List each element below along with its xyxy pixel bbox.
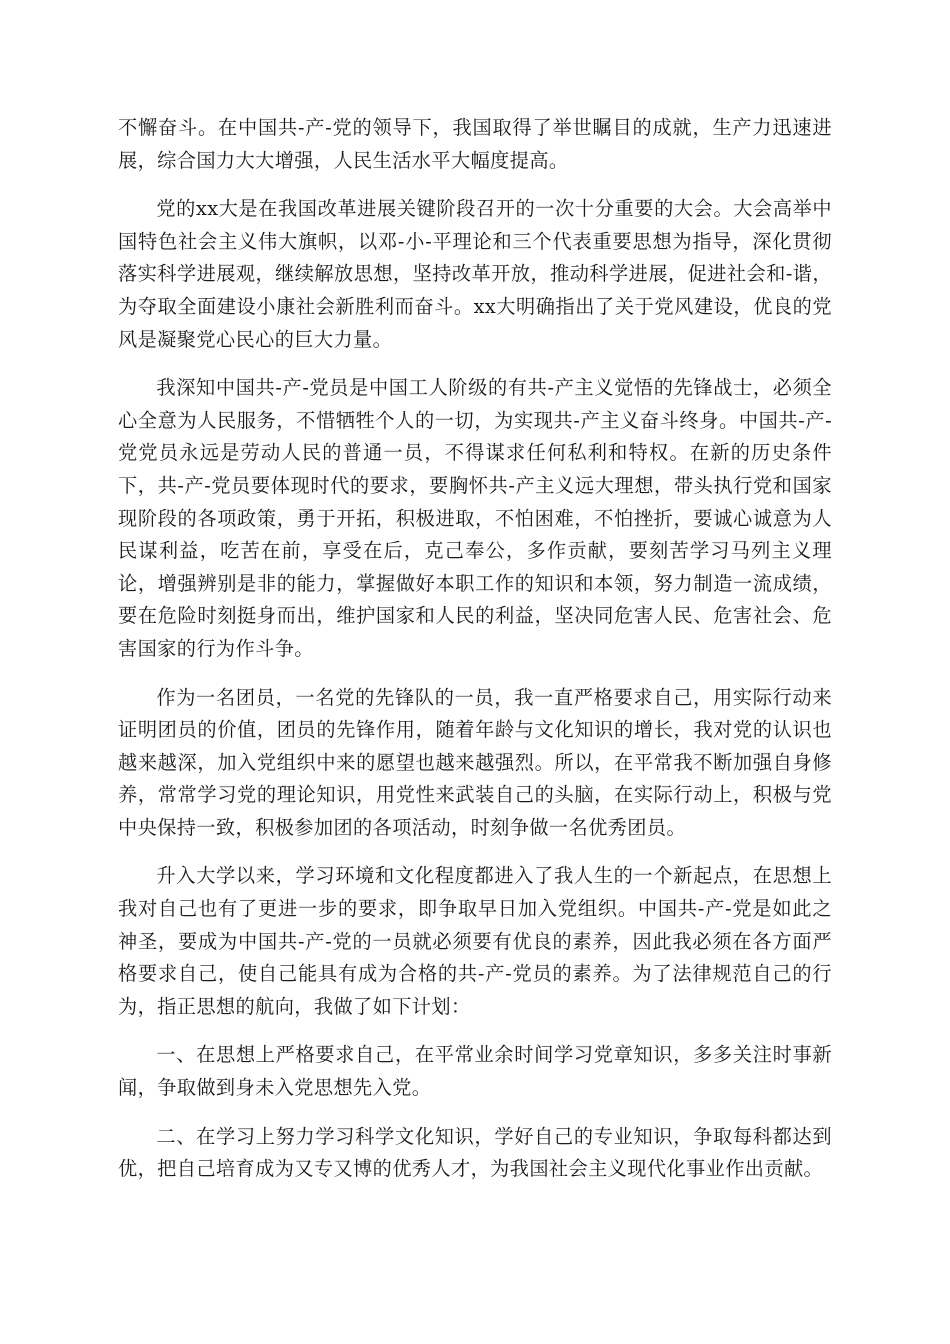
- paragraph-continuation: 不懈奋斗。在中国共-产-党的领导下，我国取得了举世瞩目的成就，生产力迅速进展，综合国力大大增强，人民生活水平大幅度提高。: [118, 116, 832, 172]
- paragraph-league-member: 作为一名团员，一名党的先锋队的一员，我一直严格要求自己，用实际行动来证明团员的价值，团员的先锋作用，随着年龄与文化知识的增长，我对党的认识也越来越深，加入党组织中来的愿望也越来越强烈。所以，在平常我不断加强自身修养，常常学习党的理论知识，用党性来武装自己的头脑，在实际行动上，积极与党中央保持一致，积极参加团的各项活动，时刻争做一名优秀团员。: [118, 685, 832, 839]
- paragraph-plan-item-2: 二、在学习上努力学习科学文化知识，学好自己的专业知识，争取每科都达到优，把自己培育成为又专又博的优秀人才，为我国社会主义现代化事业作出贡献。: [118, 1124, 832, 1181]
- paragraph-plan-item-1: 一、在思想上严格要求自己，在平常业余时间学习党章知识，多多关注时事新闻，争取做到身未入党思想先入党。: [118, 1043, 832, 1100]
- document-page: [118, 112, 832, 1202]
- paragraph-party-member-duties: 我深知中国共-产-党员是中国工人阶级的有共-产主义觉悟的先锋战士，必须全心全意为人民服务，不惜牺牲个人的一切，为实现共-产主义奋斗终身。中国共-产-党党员永远是劳动人民的普通一员，不得谋求任何私利和特权。在新的历史条件下，共-产-党员要体现时代的要求，要胸怀共-产主义远大理想，带头执行党和国家现阶段的各项政策，勇于开拓，积极进取，不怕困难，不怕挫折，要诚心诚意为人民谋利益，吃苦在前，享受在后，克己奉公，多作贡献，要刻苦学习马列主义理论，增强辨别是非的能力，掌握做好本职工作的知识和本领，努力制造一流成绩，要在危险时刻挺身而出，维护国家和人民的利益，坚决同危害人民、危害社会、危害国家的行为作斗争。: [118, 376, 832, 660]
- paragraph-party-congress: 党的xx大是在我国改革进展关键阶段召开的一次十分重要的大会。大会高举中国特色社会主义伟大旗帜，以邓-小-平理论和三个代表重要思想为指导，深化贯彻落实科学进展观，继续解放思想，坚持改革开放，推动科学进展，促进社会和-谐，为夺取全面建设小康社会新胜利而奋斗。xx大明确指出了关于党风建设，优良的党风是凝聚党心民心的巨大力量。: [118, 197, 832, 351]
- paragraph-university-plan: 升入大学以来，学习环境和文化程度都进入了我人生的一个新起点，在思想上我对自己也有了更进一步的要求，即争取早日加入党组织。中国共-产-党是如此之神圣，要成为中国共-产-党的一员就必须要有优良的素养，因此我必须在各方面严格要求自己，使自己能具有成为合格的共-产-党员的素养。为了法律规范自己的行为，指正思想的航向，我做了如下计划：: [118, 864, 832, 1018]
